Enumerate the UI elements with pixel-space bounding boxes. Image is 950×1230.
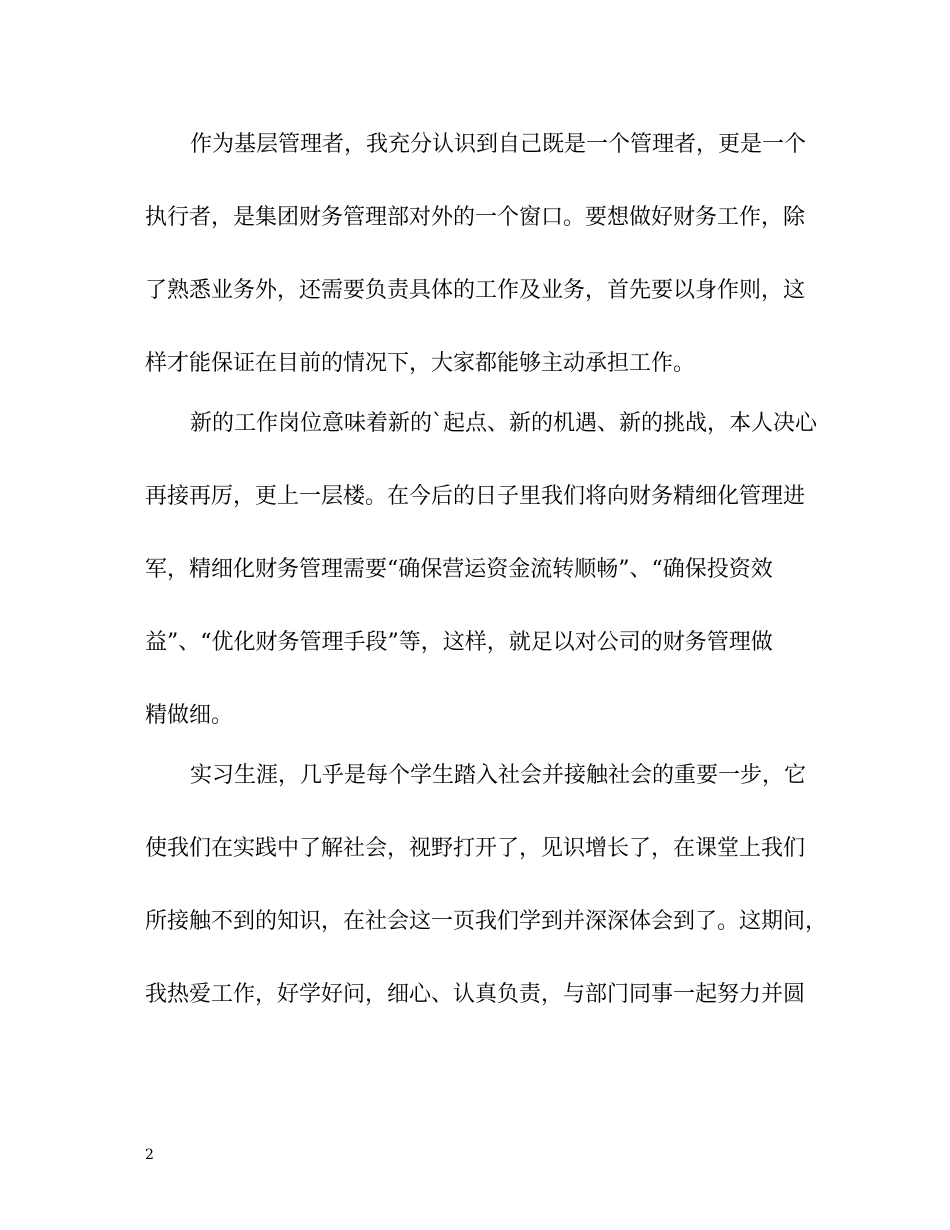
page-number: 2 [145,1147,154,1163]
text-line: 再接再厉，更上一层楼。在今后的日子里我们将向财务精细化管理进 [145,484,806,509]
text-line: 军，精细化财务管理需要“确保营运资金流转顺畅”、“确保投资效 [145,557,773,582]
text-line: 益”、“优化财务管理手段”等，这样，就足以对公司的财务管理做 [145,630,773,655]
text-line: 了熟悉业务外，还需要负责具体的工作及业务，首先要以身作则，这 [145,278,806,303]
text-line: 实习生涯，几乎是每个学生踏入社会并接触社会的重要一步，它 [190,763,807,788]
text-line: 精做细。 [145,703,234,728]
text-line: 我热爱工作，好学好问，细心、认真负责，与部门同事一起努力并圆 [145,982,806,1007]
text-line: 使我们在实践中了解社会，视野打开了，见识增长了，在课堂上我们 [145,836,806,861]
text-line: 样才能保证在目前的情况下，大家都能够主动承担工作。 [145,351,696,376]
text-line: 所接触不到的知识，在社会这一页我们学到并深深体会到了。这期间， [145,909,828,934]
text-line: 新的工作岗位意味着新的`起点、新的机遇、新的挑战，本人决心 [190,411,818,436]
text-line: 作为基层管理者，我充分认识到自己既是一个管理者，更是一个 [190,132,807,157]
text-line: 执行者，是集团财务管理部对外的一个窗口。要想做好财务工作，除 [145,205,806,230]
